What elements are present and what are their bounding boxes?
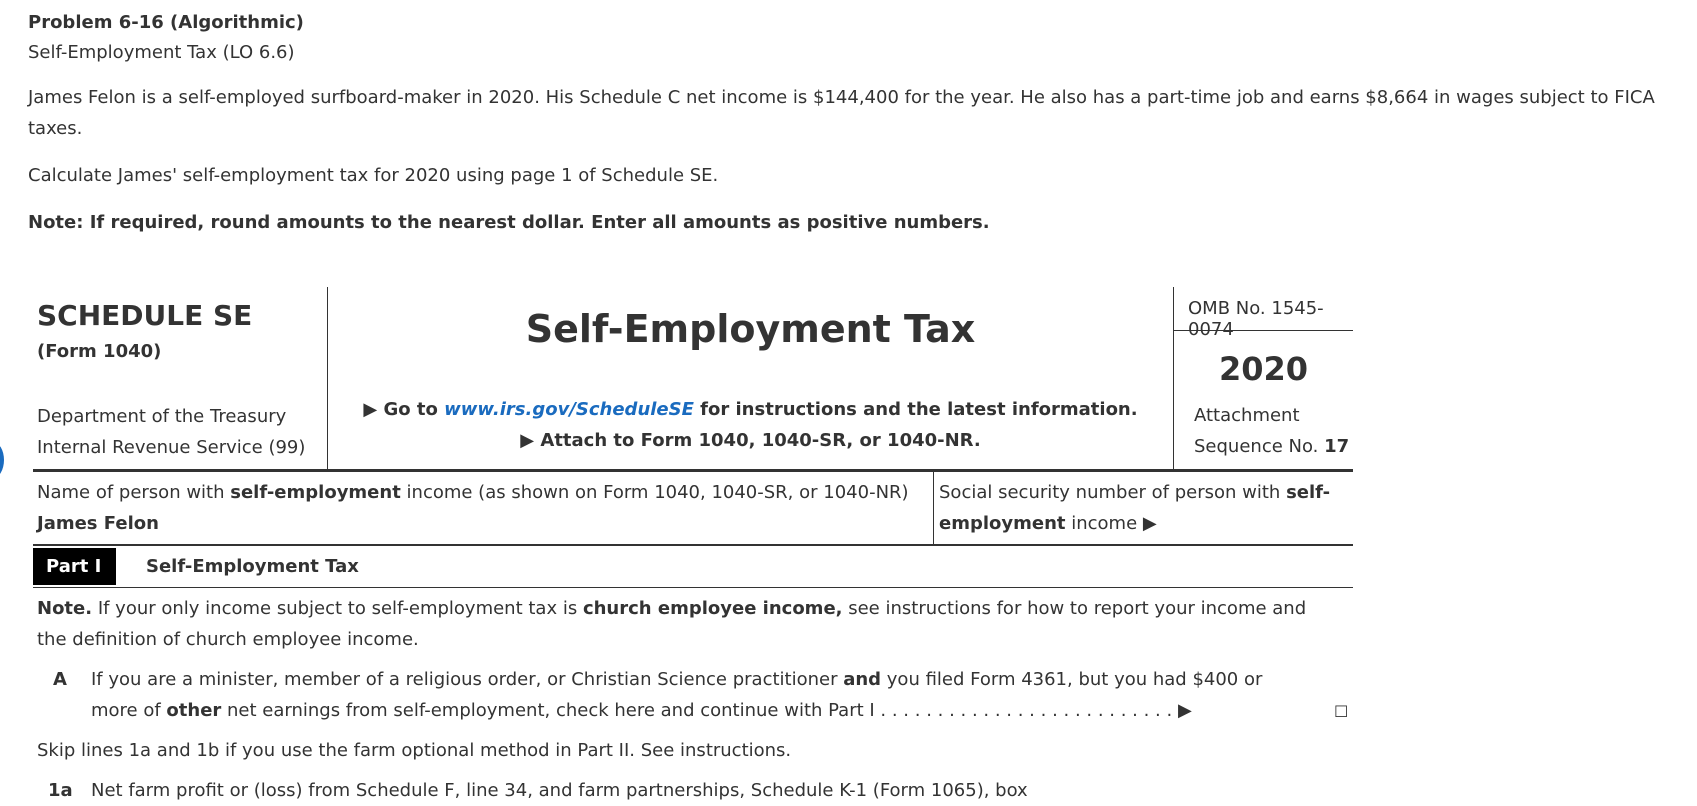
- attach-text: ▶ Attach to Form 1040, 1040-SR, or 1040-NR.: [520, 430, 981, 451]
- name-label: [37, 477, 909, 508]
- line-a-text-3: net earnings from self-employment, check here and continue with Part I . . . . . . . . . . . . . . . . . . . . . . . . . . ▶: [221, 700, 1192, 721]
- name-label-pre: Name of person with: [37, 482, 231, 503]
- skip-instruction: Skip lines 1a and 1b if you use the farm optional method in Part II. See instructions.: [37, 740, 792, 761]
- name-value: James Felon: [37, 513, 159, 534]
- attachment-label: Attachment: [1194, 405, 1300, 426]
- line-a-bold-2: other: [166, 700, 222, 721]
- irs-line: Internal Revenue Service (99): [37, 437, 306, 458]
- tax-year: 2020: [1218, 350, 1309, 388]
- problem-title: Problem 6-16 (Algorithmic): [28, 12, 304, 33]
- note-text-pre: If your only income subject to self-employment tax is: [92, 598, 583, 619]
- name-field: [33, 472, 934, 544]
- note-text-post: see instructions for how to report your income and the definition of church employee income.: [37, 598, 1307, 650]
- name-label-bold: self-employment: [230, 482, 401, 503]
- ssn-field: [939, 477, 1349, 539]
- sequence-label: Sequence No.: [1194, 436, 1325, 457]
- department-line: Department of the Treasury: [37, 406, 287, 427]
- ssn-label-post: income ▶: [1065, 513, 1157, 534]
- part-header: [33, 546, 1353, 588]
- note-text-bold: church employee income,: [582, 598, 843, 619]
- name-label-post: income (as shown on Form 1040, 1040-SR, or 1040-NR): [400, 482, 909, 503]
- ssn-label-bold: self-employment: [939, 482, 1331, 534]
- line-a-text: [91, 664, 1281, 726]
- line-a-text-2: you filed Form 4361, but you had $400 or more of: [91, 669, 1263, 721]
- sequence-number: 17: [1324, 436, 1350, 457]
- part-title: Self-Employment Tax: [146, 556, 359, 577]
- irs-link[interactable]: www.irs.gov/ScheduleSE: [444, 399, 694, 420]
- scroll-indicator[interactable]: [0, 442, 4, 478]
- line-1a: [33, 775, 1353, 806]
- line-1a-number: 1a: [48, 780, 73, 801]
- schedule-name: SCHEDULE SE: [37, 299, 253, 332]
- note-label: Note.: [37, 598, 93, 619]
- line-a-letter: A: [53, 669, 67, 690]
- problem-subtitle: Self-Employment Tax (LO 6.6): [28, 42, 295, 63]
- line-a-checkbox[interactable]: ☐: [1334, 702, 1349, 721]
- problem-statement: [28, 8, 1678, 238]
- goto-suffix: for instructions and the latest information.: [693, 399, 1138, 420]
- problem-text: James Felon is a self-employed surfboard-maker in 2020. His Schedule C net income is $144,400 for the year. He also has a part-time job and earns $8,664 in wages subject to FICA taxes.: [28, 87, 1655, 139]
- name-row: [33, 472, 1353, 546]
- form-title-block: [328, 287, 1174, 469]
- goto-prefix: ▶ Go to: [363, 399, 445, 420]
- part-badge: Part I: [33, 548, 116, 585]
- form-number: (Form 1040): [37, 341, 162, 362]
- schedule-se-form: [33, 287, 1353, 806]
- form-header: [33, 287, 1353, 472]
- form-id-block: [33, 287, 328, 469]
- omb-number: OMB No. 1545-0074: [1174, 287, 1353, 331]
- line-a-text-1: If you are a minister, member of a religious order, or Christian Science practitioner: [91, 669, 844, 690]
- instructions-text: [328, 394, 1173, 456]
- line-a-bold-1: and: [843, 669, 882, 690]
- ssn-label-pre: Social security number of person with: [939, 482, 1287, 503]
- problem-instruction: Calculate James' self-employment tax for 2020 using page 1 of Schedule SE.: [28, 165, 719, 186]
- line-1a-text: Net farm profit or (loss) from Schedule F, line 34, and farm partnerships, Schedule K-1 (Form 1065), box: [91, 780, 1028, 801]
- form-meta-block: [1174, 287, 1353, 469]
- church-note: [33, 588, 1337, 655]
- line-a: [33, 664, 1353, 726]
- problem-note: Note: If required, round amounts to the nearest dollar. Enter all amounts as positive numbers.: [28, 212, 990, 233]
- department-info: [37, 401, 305, 463]
- attachment-sequence: [1174, 400, 1353, 462]
- form-title: Self-Employment Tax: [525, 307, 976, 351]
